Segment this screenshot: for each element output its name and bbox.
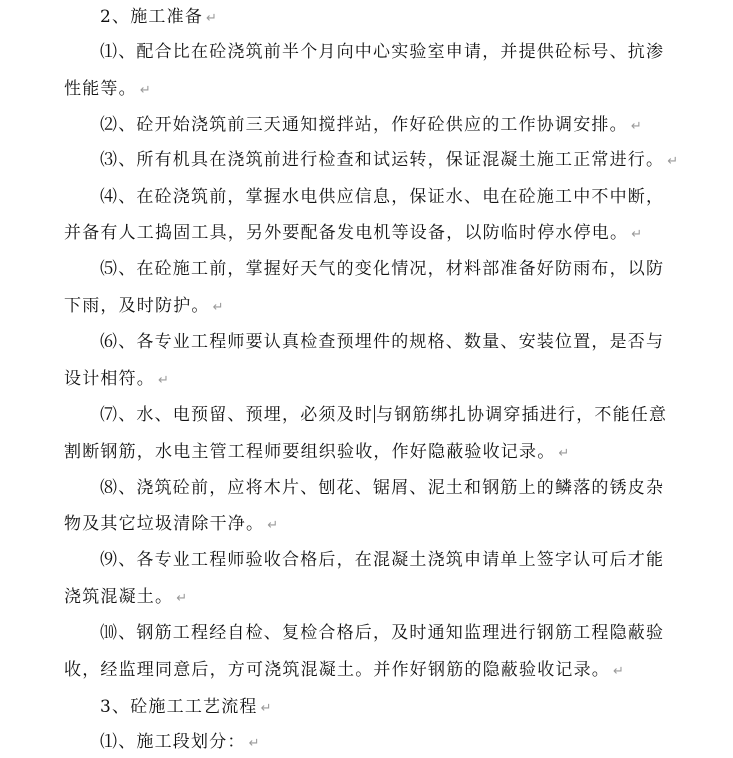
- paragraph-line: [100, 149, 678, 173]
- paragraph-line: [64, 659, 624, 683]
- text-cursor: [374, 405, 375, 423]
- line-text: 并备有人工捣固工具，另外要配备发电机等设备，以防临时停水停电。: [64, 223, 629, 243]
- line-text: ⑴、施工段划分：: [100, 732, 246, 752]
- line-text: ⑴、配合比在砼浇筑前半个月向中心实验室申请，并提供砼标号、抗渗: [100, 42, 665, 62]
- line-text: 浇筑混凝土。: [64, 587, 174, 607]
- paragraph-line: [100, 331, 664, 353]
- line-text: ⑶、所有机具在浇筑前进行检查和试运转，保证混凝土施工正常进行。: [100, 150, 665, 170]
- paragraph-mark-icon: ↵: [158, 373, 169, 388]
- line-text: ⑻、浇筑砼前，应将木片、刨花、锯屑、泥土和钢筋上的鳞落的锈皮杂: [100, 478, 665, 498]
- paragraph-mark-icon: ↵: [613, 664, 624, 679]
- paragraph-mark-icon: ↵: [176, 591, 188, 606]
- paragraph-line: [100, 477, 664, 499]
- paragraph-line: [100, 622, 664, 644]
- paragraph-line: [64, 586, 187, 610]
- paragraph-line: [100, 731, 260, 755]
- paragraph-line: [64, 295, 224, 319]
- paragraph-line: [100, 258, 664, 280]
- paragraph-line: [100, 41, 664, 63]
- section-heading-3: [100, 696, 272, 720]
- paragraph-mark-icon: ↵: [248, 736, 260, 751]
- line-text: 设计相符。: [64, 369, 155, 389]
- paragraph-line: [64, 222, 642, 246]
- paragraph-line: [64, 368, 169, 392]
- line-text: ⑽、钢筋工程经自检、复检合格后，及时通知监理进行钢筋工程隐蔽验: [100, 623, 665, 643]
- paragraph-mark-icon: ↵: [558, 446, 570, 461]
- line-text: 3、砼施工工艺流程: [100, 697, 258, 717]
- line-text: ⑺、水、电预留、预埋，必须及时: [100, 405, 373, 425]
- paragraph-line: [100, 114, 642, 138]
- line-text: 2、施工准备: [100, 7, 204, 27]
- line-text: ⑷、在砼浇筑前，掌握水电供应信息，保证水、电在砼施工中不中断，: [100, 187, 665, 207]
- line-text: 物及其它垃圾清除干净。: [64, 514, 265, 534]
- line-text: 性能等。: [64, 79, 137, 99]
- line-text: ⑹、各专业工程师要认真检查预埋件的规格、数量、安装位置，是否与: [100, 332, 665, 352]
- line-text: 割断钢筋，水电主管工程师要组织验收，作好隐蔽验收记录。: [64, 442, 556, 462]
- paragraph-mark-icon: ↵: [212, 300, 224, 315]
- paragraph-mark-icon: ↵: [260, 701, 272, 716]
- paragraph-line: [64, 78, 151, 102]
- paragraph-mark-icon: ↵: [667, 154, 679, 169]
- paragraph-line: [100, 404, 667, 426]
- line-text: 收，经监理同意后，方可浇筑混凝土。并作好钢筋的隐蔽验收记录。: [64, 660, 610, 680]
- line-text: ⑵、砼开始浇筑前三天通知搅拌站，作好砼供应的工作协调安排。: [100, 115, 628, 135]
- paragraph-mark-icon: ↵: [631, 227, 643, 242]
- section-heading-2: [100, 6, 217, 30]
- paragraph-mark-icon: ↵: [206, 11, 217, 26]
- line-text: 下雨，及时防护。: [64, 296, 210, 316]
- line-text: 与钢筋绑扎协调穿插进行，不能任意: [376, 405, 668, 425]
- paragraph-line: [64, 441, 569, 465]
- line-text: ⑼、各专业工程师验收合格后，在混凝土浇筑申请单上签字认可后才能: [100, 550, 665, 570]
- paragraph-line: [100, 186, 664, 208]
- paragraph-line: [100, 549, 664, 571]
- paragraph-mark-icon: ↵: [630, 119, 642, 134]
- paragraph-mark-icon: ↵: [139, 83, 151, 98]
- line-text: ⑸、在砼施工前，掌握好天气的变化情况，材料部准备好防雨布，以防: [100, 259, 665, 279]
- paragraph-mark-icon: ↵: [267, 518, 279, 533]
- paragraph-line: [64, 513, 278, 537]
